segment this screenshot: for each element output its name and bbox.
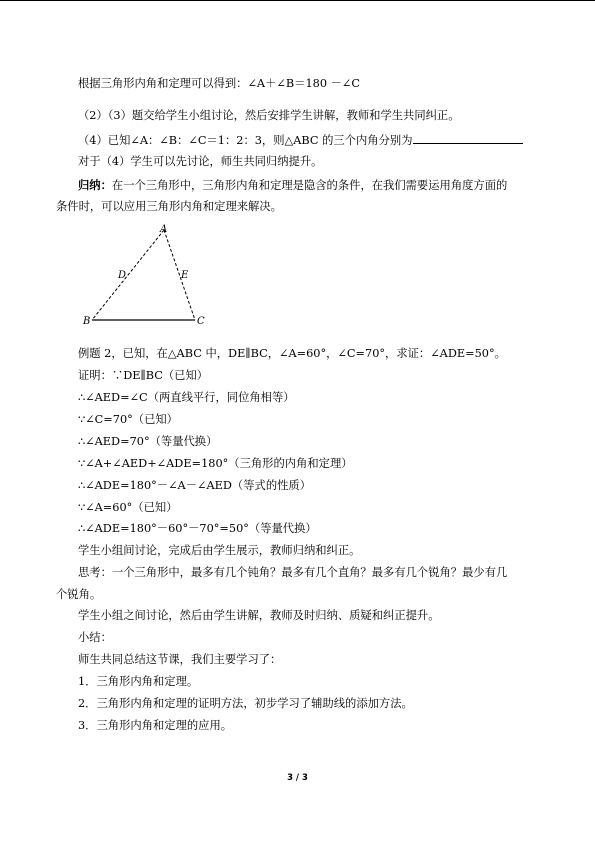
proof-line-4: ∴∠AED=70°（等量代换） [78,435,218,448]
summary-label: 归纳： [78,178,112,192]
example-2: 例题 2，已知，在△ABC 中，DE∥BC，∠A=60°，∠C=70°，求证：∠ADE=50°。 [78,347,506,360]
proof-line-1: 证明：∵DE∥BC（已知） [78,369,209,382]
summary-text: 在一个三角形中，三角形内角和定理是隐含的条件，在我们需要运用角度方面的 [111,179,508,192]
text-line-20: 小结： [78,631,112,644]
proof-line-6: ∴∠ADE=180°－∠A－∠AED（等式的性质） [78,479,312,492]
answer-blank [413,132,523,144]
proof-line-2: ∴∠AED=∠C（两直线平行，同位角相等） [78,391,295,404]
proof-line-3: ∵∠C=70°（已知） [78,413,178,426]
triangle-figure [80,220,220,335]
text-line-16: 学生小组间讨论，完成后由学生展示，教师归纳和纠正。 [78,544,361,557]
text-line-21: 师生共同总结这节课，我们主要学习了： [78,653,282,666]
proof-line-8: ∴∠ADE=180°－60°－70°=50°（等量代换） [78,522,317,535]
label-b: B [83,316,91,327]
text-line-2: （2）（3）题交给学生小组讨论，然后安排学生讲解，教师和学生共同纠正。 [78,109,460,122]
text-line-3 [78,132,523,148]
text-line-1: 根据三角形内角和定理可以得到：∠A＋∠B＝180 －∠C [78,77,360,90]
proof-line-7: ∵∠A=60°（已知） [78,501,178,514]
label-c: C [197,316,205,327]
header-rule [0,0,595,1]
text-line-4: 对于（4）学生可以先讨论，师生共同归纳提升。 [78,155,323,168]
text-line-18: 个锐角。 [56,588,102,601]
side-ab [92,230,164,320]
summary-paragraph [78,178,507,193]
text-line-24: 3．三角形内角和定理的应用。 [78,719,233,732]
text-line-6: 条件时，可以应用三角形内角和定理来解决。 [56,200,282,213]
text-line-22: 1．三角形内角和定理。 [78,675,199,688]
label-a: A [160,224,168,235]
text-line-19: 学生小组之间讨论，然后由学生讲解，教师及时归纳、质疑和纠正提升。 [78,609,440,622]
text-line-3-content: （4）已知∠A：∠B：∠C＝1：2：3，则△ABC 的三个内角分别为 [78,134,413,147]
text-line-23: 2．三角形内角和定理的证明方法，初步学习了辅助线的添加方法。 [78,697,413,710]
page-number: 3 / 3 [287,773,308,783]
label-e: E [181,270,189,281]
side-ac [164,230,195,320]
proof-line-5: ∵∠A+∠AED+∠ADE=180°（三角形的内角和定理） [78,457,353,470]
text-line-17: 思考：一个三角形中，最多有几个钝角？最多有几个直角？最多有几个锐角？最少有几 [78,566,508,579]
label-d: D [118,270,127,281]
